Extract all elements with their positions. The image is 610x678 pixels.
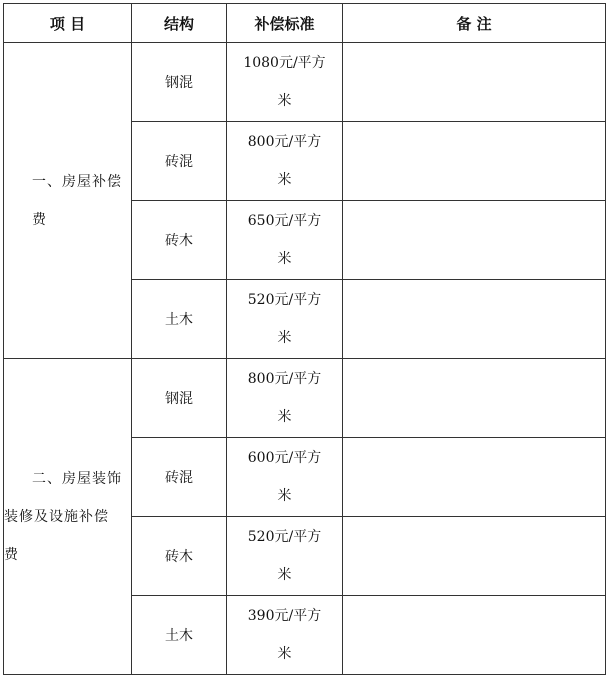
standard-cell [227,280,343,359]
header-row [4,4,606,43]
standard-unit: 米 [277,409,292,425]
structure-cell: 钢混 [132,43,227,122]
header-remark: 备 注 [343,4,606,43]
remark-cell [343,280,606,359]
header-item: 项 目 [4,4,132,43]
structure-cell: 砖混 [132,122,227,201]
standard-cell [227,122,343,201]
remark-cell [343,438,606,517]
standard-unit: 米 [277,488,292,504]
structure-cell: 土木 [132,596,227,675]
standard-unit: 米 [277,93,292,109]
table-row [4,43,606,122]
structure-cell: 钢混 [132,359,227,438]
item-cell-house [4,43,132,359]
remark-cell [343,359,606,438]
standard-value: 800元/平方 [247,134,322,150]
standard-value: 390元/平方 [247,608,322,624]
standard-value: 650元/平方 [247,213,322,229]
structure-cell: 砖木 [132,517,227,596]
table-row [4,359,606,438]
header-standard: 补偿标准 [227,4,343,43]
standard-unit: 米 [277,251,292,267]
standard-cell [227,359,343,438]
structure-cell: 砖混 [132,438,227,517]
item-label-line: 装修及设施补偿 [4,508,109,525]
standard-cell [227,201,343,280]
item-label-line: 费 [32,211,47,228]
standard-value: 1080元/平方 [243,55,326,71]
remark-cell [343,43,606,122]
standard-value: 520元/平方 [247,292,322,308]
standard-value: 520元/平方 [247,529,322,545]
standard-cell [227,438,343,517]
standard-value: 600元/平方 [247,450,322,466]
structure-cell: 砖木 [132,201,227,280]
standard-cell [227,596,343,675]
standard-cell [227,517,343,596]
structure-cell: 土木 [132,280,227,359]
compensation-table [3,3,606,675]
standard-value: 800元/平方 [247,371,322,387]
remark-cell [343,201,606,280]
standard-unit: 米 [277,330,292,346]
item-label-line: 二、房屋装饰 [32,470,122,487]
item-label-line: 费 [4,546,19,563]
header-structure: 结构 [132,4,227,43]
standard-unit: 米 [277,646,292,662]
standard-unit: 米 [277,172,292,188]
remark-cell [343,122,606,201]
item-label-line: 一、房屋补偿 [32,173,122,190]
remark-cell [343,596,606,675]
standard-unit: 米 [277,567,292,583]
remark-cell [343,517,606,596]
standard-cell [227,43,343,122]
item-cell-decoration [4,359,132,675]
